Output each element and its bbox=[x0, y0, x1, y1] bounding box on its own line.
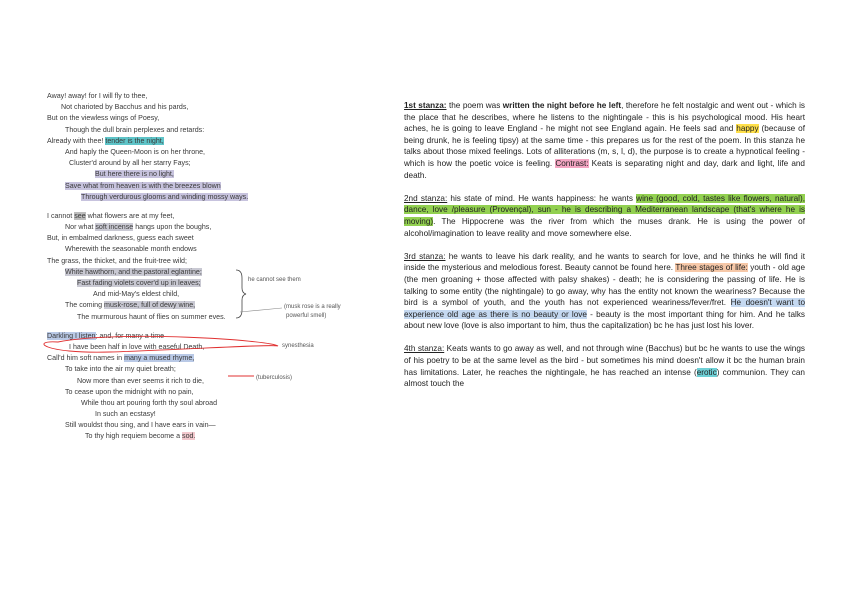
essay-text: Keats wants to go away as well, and not through wine (Bacchus) but bc he wants to use the wings of his poetry to be at the same level as the bird - but sometimes his mind doesn't allow it bc the human brain has limitations. Later, he reaches the nightingale, he has reached an intense ( bbox=[404, 344, 805, 377]
essay-text: . The Hippocrene was the river from which the muses drank. He is using the power of alcohol/imagination to leave reality and move somewhere else. bbox=[404, 216, 805, 238]
poem-text: ; and, for many a time bbox=[95, 331, 165, 340]
poem-highlight: soft incense bbox=[95, 223, 134, 232]
poem-text: While thou art pouring forth thy soul abroad bbox=[81, 398, 218, 407]
essay-highlight: He doesn't want to experience old age as there is no beauty or love bbox=[404, 298, 806, 319]
poem-text: Nor what bbox=[65, 223, 96, 232]
poem-text: Still wouldst thou sing, and I have ears in vain— bbox=[65, 421, 216, 430]
essay-highlight: written the night before he left bbox=[502, 101, 622, 110]
poem-highlight: many a mused rhyme, bbox=[124, 354, 195, 363]
poem-text: But on the viewless wings of Poesy, bbox=[47, 114, 160, 123]
essay-paragraph-stanza-2 bbox=[404, 193, 805, 239]
arrow-musk-rose bbox=[240, 308, 282, 312]
poem-highlight: see bbox=[74, 211, 86, 220]
essay-text: - beauty is the most important thing for him. And he talks about new love (love is also important to him, thus the capitalization) bc he has just lost his lover. bbox=[404, 309, 806, 331]
essay-text: the poem was bbox=[446, 101, 503, 110]
poem-highlight: sod. bbox=[182, 432, 196, 441]
poem-text: Wherewith the seasonable month endows bbox=[65, 245, 197, 254]
note-cannot-see: he cannot see them bbox=[248, 277, 301, 283]
poem-highlight: Fast fading violets cover'd up in leaves; bbox=[77, 279, 201, 287]
essay-highlight: 3rd stanza: bbox=[404, 251, 446, 261]
poem-text: what flowers are at my feet, bbox=[85, 211, 175, 220]
essay-text: , therefore he felt nostalgic and went out - which is the place that he describes, where he listens to the nightingale - this is his psychological mood. His heart aches, he is going to leave England - he might not see England again. He feels sad and bbox=[404, 101, 806, 134]
essay-column bbox=[404, 100, 805, 401]
note-musk-rose-2: powerful smell) bbox=[286, 313, 327, 319]
poem-highlight: Save what from heaven is with the breezes blown bbox=[65, 181, 221, 190]
note-synesthesia: synesthesia bbox=[282, 343, 314, 349]
poem-text: The coming bbox=[65, 301, 105, 310]
essay-paragraph-stanza-4 bbox=[404, 343, 805, 389]
note-musk-rose: (musk rose is a really bbox=[284, 304, 341, 310]
essay-text: he wants to leave his dark reality, and he wants to search for love, and he thinks he will find it inside the mysterious and melodious forest. Beauty cannot be found here. bbox=[404, 251, 805, 273]
poem-highlight: White hawthorn, and the pastoral eglantine; bbox=[65, 267, 202, 276]
poem-text: To take into the air my quiet breath; bbox=[65, 365, 176, 374]
poem-text: Though the dull brain perplexes and retards: bbox=[65, 125, 205, 134]
essay-text: (because of being drunk, he is feeling tipsy) at the same time - this prepares us for the rest of the poem. In this stanza he talks about those mixed feelings. Lots of alliterations (m, s, l, d), the purpose is to create a hypnotical feeling - which is how the poetic voice is feeling. bbox=[404, 124, 806, 168]
poem-highlight: Darkling I listen bbox=[47, 331, 96, 340]
essay-paragraph-stanza-3 bbox=[404, 251, 805, 332]
poem-text: And mid-May's eldest child, bbox=[93, 290, 180, 299]
poem-text: hangs upon the boughs, bbox=[133, 223, 212, 232]
poem-text: Not charioted by Bacchus and his pards, bbox=[61, 103, 189, 112]
note-tuberculosis: (tuberculosis) bbox=[256, 375, 293, 381]
essay-highlight: 2nd stanza: bbox=[404, 193, 448, 203]
poem-text: And haply the Queen-Moon is on her throne, bbox=[65, 147, 205, 156]
poem-text: But, in embalmed darkness, guess each sweet bbox=[47, 234, 194, 243]
essay-text: ) communion. They can almost touch the bbox=[404, 367, 805, 389]
essay-highlight: Three stages of life: bbox=[675, 263, 748, 273]
essay-highlight: happy bbox=[736, 124, 759, 134]
poem-text: To cease upon the midnight with no pain, bbox=[65, 387, 194, 396]
poem-text: The grass, the thicket, and the fruit-tree wild; bbox=[47, 256, 187, 265]
poem-text: The murmurous haunt of flies on summer eves. bbox=[77, 312, 226, 321]
poem-text: I cannot bbox=[47, 211, 75, 220]
essay-highlight: erotic bbox=[696, 367, 717, 377]
poem-text: Now more than ever seems it rich to die, bbox=[77, 376, 204, 385]
poem-text: Call'd him soft names in bbox=[47, 354, 125, 363]
poem-text: Cluster'd around by all her starry Fays; bbox=[69, 159, 191, 168]
essay-highlight: 1st stanza: bbox=[404, 101, 447, 110]
essay-highlight: wine (good, cold, tastes like flowers, natural), dance, love /pleasure (Provençal), sun - he is describing a Mediterranean landscape (that's where he is moving) bbox=[404, 193, 806, 226]
poem-highlight: But here there is no light, bbox=[95, 170, 174, 179]
poem-text: I have been half in love with easeful Death, bbox=[69, 342, 205, 351]
poem-text: In such an ecstasy! bbox=[95, 410, 156, 419]
bracket-mark bbox=[236, 270, 246, 318]
essay-paragraph-stanza-1 bbox=[404, 100, 805, 181]
poem-highlight: tender is the night, bbox=[105, 136, 164, 145]
poem-text: Away! away! for I will fly to thee, bbox=[47, 92, 148, 100]
essay-highlight: Contrast: bbox=[555, 158, 589, 168]
essay-highlight: 4th stanza: bbox=[404, 344, 445, 354]
essay-text: his state of mind. He wants happiness: he wants bbox=[447, 193, 637, 203]
poem-text: Already with thee! bbox=[47, 136, 106, 145]
poem-highlight: musk-rose, full of dewy wine, bbox=[104, 301, 196, 310]
essay-text: Keats is separating night and day, dark and light, life and death. bbox=[404, 158, 805, 180]
poem-highlight: Through verdurous glooms and winding mossy ways. bbox=[81, 192, 249, 201]
poem-text: To thy high requiem become a bbox=[85, 432, 183, 441]
essay-text: youth - old age (the men groaning + those affected with palsy shakes) - death; he is considering the passing of life. He is talking to some entity (the nightingale) to go away, why has the entity not known the weariness? Because the bird is a symbol of youth, and the youth has not experienced weariness/fever/fret. bbox=[404, 263, 805, 308]
ellipse-darkling bbox=[44, 336, 278, 352]
